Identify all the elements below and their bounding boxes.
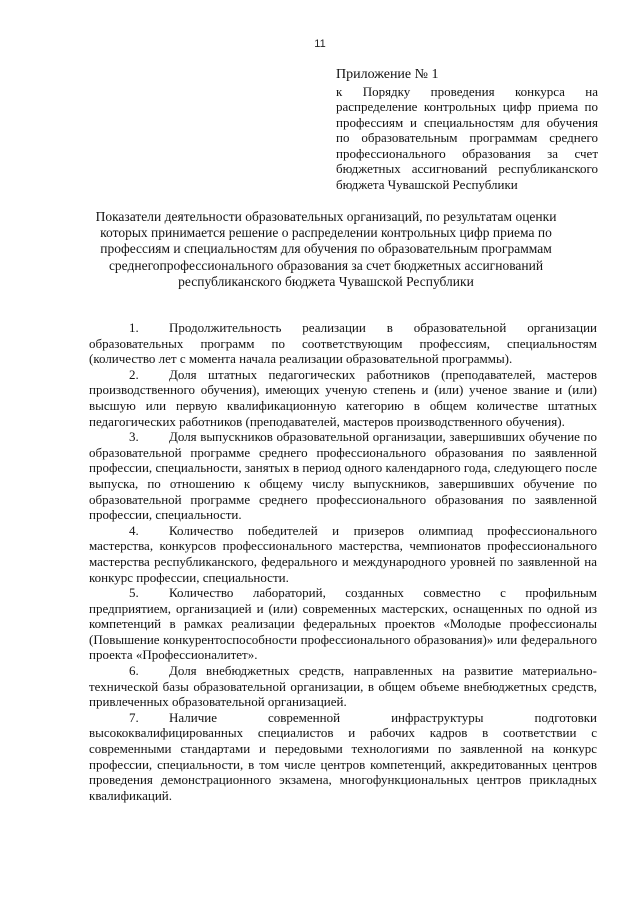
- list-item: [89, 585, 597, 663]
- indicator-list: [89, 320, 597, 803]
- list-item: [89, 710, 597, 804]
- item-number: 5.: [129, 585, 139, 601]
- appendix-title: Приложение № 1: [336, 67, 439, 82]
- item-text: Количество победителей и призеров олимпиад профессионального мастерства, конкурсов профессионального мастерства, чемпионатов профессионального мастерства республиканского, федерального и международного уровней по заявленной на конкурс профессии, специальности.: [89, 522, 597, 585]
- item-number: 4.: [129, 522, 139, 538]
- item-number: 2.: [129, 366, 139, 382]
- list-item: [89, 523, 597, 585]
- item-text: Доля внебюджетных средств, направленных на развитие материально-технической базы образовательной организации, в общем объеме внебюджетных средств, привлеченных образовательной организацией.: [89, 663, 597, 710]
- appendix-block: [336, 67, 598, 192]
- item-number: 7.: [129, 709, 139, 725]
- item-text: Количество лабораторий, созданных совместно с профильным предприятием, организацией и (или) современных мастерских, оснащенных по одной из компетенций в рамках реализации федеральных проектов «Молодые профессионалы (Повышение конкурентоспособности профессионального образования)» или федерального проекта «Профессионалитет».: [89, 585, 597, 663]
- list-item: [89, 367, 597, 429]
- item-text: Продолжительность реализации в образовательной организации образовательных программ по соответствующим профессиям, специальностям (количество лет с момента начала реализации образовательной программы).: [89, 320, 597, 367]
- item-text: Наличие современной инфраструктуры подготовки высококвалифицированных специалистов и рабочих кадров в соответствии с современными стандартами и передовыми технологиями по заявленной на конкурс профессии, специальности, в том числе центров компетенций, аккредитованных центров проведения демонстрационного экзамена, многофункциональных центров прикладных квалификаций.: [89, 709, 597, 803]
- list-item: [89, 320, 597, 367]
- page-number: 11: [314, 38, 326, 50]
- document-title: Показатели деятельности образовательных организаций, по результатам оценки которых принимается решение о распределении контрольных цифр приема по профессиям и специальностям для обучения по образовательным программам среднегопрофессионального образования за счет бюджетных ассигнований республиканского бюджета Чувашской Республики: [95, 209, 557, 289]
- list-item: [89, 663, 597, 710]
- item-number: 3.: [129, 429, 139, 445]
- item-text: Доля штатных педагогических работников (преподавателей, мастеров производственного обучения), имеющих ученую степень и (или) ученое звание и (или) высшую или первую квалификационную категорию в общем количестве штатных педагогических работников (преподавателей, мастеров производственного обучения).: [89, 366, 597, 429]
- list-item: [89, 429, 597, 523]
- appendix-text: к Порядку проведения конкурса на распределение контрольных цифр приема по профессиям и специальностям для обучения по образовательным программам среднего профессионального образования за счет бюджетных ассигнований республиканского бюджета Чувашской Республики: [336, 83, 598, 192]
- item-number: 6.: [129, 663, 139, 679]
- item-number: 1.: [129, 320, 139, 335]
- item-text: Доля выпускников образовательной организации, завершивших обучение по образовательной программе среднего профессионального образования по заявленной профессии, специальности, занятых в период одного календарного года, следующего после выпуска, по отношению к общему числу выпускников, завершивших обучение по образовательной программе среднего профессионального образования по заявленной профессии, специальности.: [89, 429, 597, 523]
